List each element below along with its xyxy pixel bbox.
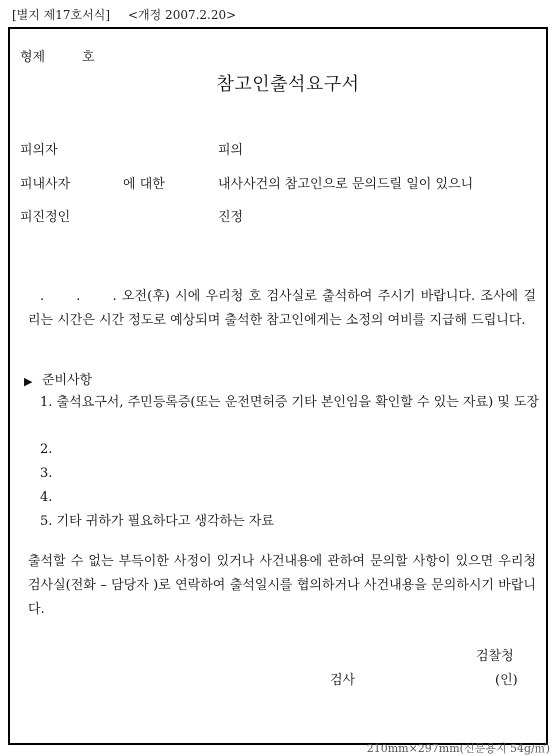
prep-item-4: 4. (40, 490, 53, 505)
office-name: 검찰청 (476, 649, 514, 664)
summons-paragraph: 오전(후) 시에 우리청 호 검사실로 출석하여 주시기 바랍니다. 조사에 걸리는 시간은 시간 정도로 예상되며 출석한 참고인에게는 소정의 여비를 지급해 드립니다. (28, 289, 536, 328)
case-label: 피내사자 (20, 177, 71, 192)
prep-item-5: 5. 기타 귀하가 필요하다고 생각하는 자료 (40, 514, 274, 529)
paper-size-note: 210mm×297mm(신문용지 54g/㎡) (366, 742, 550, 755)
document-frame (8, 27, 548, 745)
case-number-prefix: 형제 (20, 50, 46, 65)
case-value: 내사사건의 참고인으로 문의드릴 일이 있으니 (218, 177, 474, 192)
petitioner-value: 진정 (218, 210, 244, 225)
prep-heading: 준비사항 (42, 373, 93, 388)
heading-arrow-icon: ▶ (24, 375, 33, 388)
document-title: 참고인출석요구서 (216, 74, 360, 95)
prep-item-3: 3. (40, 466, 53, 481)
form-header (12, 6, 236, 23)
suspect-label: 피의자 (20, 143, 58, 158)
prosecutor-label: 검사 (330, 673, 356, 688)
petitioner-label: 피진정인 (20, 210, 71, 225)
suspect-value: 피의 (218, 143, 244, 158)
seal-mark: (인) (495, 673, 518, 688)
closing-paragraph: 출석할 수 없는 부득이한 사정이 있거나 사건내용에 관하여 문의할 사항이 있으면 우리청 검사실(전화 – 담당자 )로 연락하여 출석일시를 협의하거나 사건내용을 문의하시기 바랍니다. (28, 554, 536, 617)
form-number: [별지 제17호서식] (12, 8, 110, 22)
prep-item-2: 2. (40, 442, 53, 457)
prep-item-1: 1. 출석요구서, 주민등록증(또는 운전면허증 기타 본인임을 확인할 수 있는 자료) 및 도장 (40, 395, 540, 410)
revision-date: <개정 2007.2.20> (128, 8, 237, 22)
case-connector: 에 대한 (123, 177, 165, 192)
date-dots: . . . (40, 289, 131, 304)
case-number-suffix: 호 (82, 50, 95, 65)
